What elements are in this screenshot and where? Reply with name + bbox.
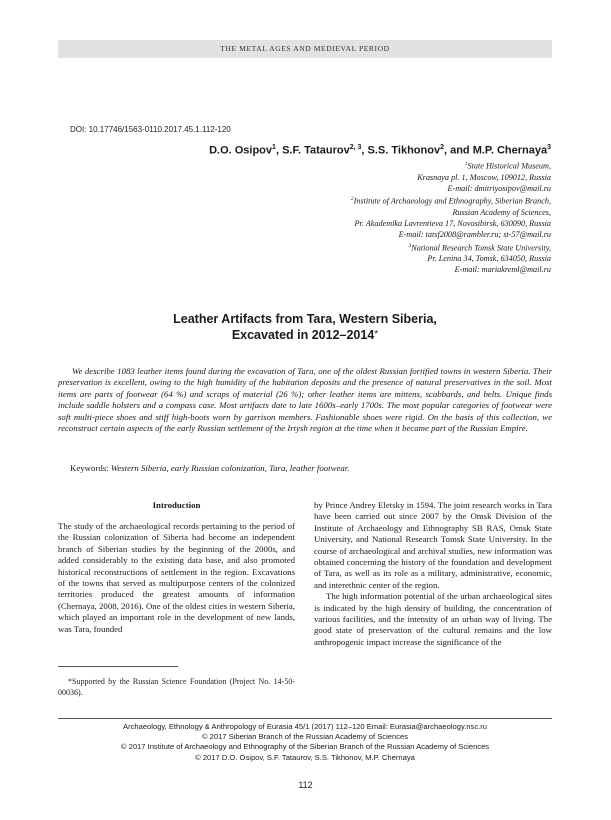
author-name: S.S. Tikhonov	[367, 144, 441, 157]
section-title: THE METAL AGES AND MEDIEVAL PERIOD	[220, 44, 390, 53]
right-column	[314, 500, 552, 648]
author-list	[209, 144, 551, 157]
affiliation-email: E-mail: mariakreml@mail.ru	[454, 265, 551, 275]
author-affiliation-mark: 1	[272, 144, 276, 151]
footnote-mark: *	[374, 329, 379, 340]
affiliation-email: E-mail: dmitriyosipov@mail.ru	[447, 183, 551, 193]
doi[interactable]: DOI: 10.17746/1563-0110.2017.45.1.112-120	[70, 125, 231, 134]
paragraph: by Prince Andrey Eletsky in 1594. The joint research works in Tara have been carried out since 2007 by the Omsk Division of the Institute of Archaeology and Ethnography SB RAS, Omsk State University, and National Research Tomsk State University. In the course of archaeological and archival studies, new information was obtained concerning the history of the foundation and development of Tara, as well as its role as a military, administrative, economic, and interethnic center of the region.	[314, 500, 552, 590]
paragraph: The high information potential of the urban archaeological sites is indicated by the high density of building, the concentration of various facilities, and the intensity of an urban way of living. The good state of preservation of the cultural remains and the low anthropogenic impact increase the significance of the	[314, 591, 552, 647]
author-separator: , and	[443, 144, 473, 157]
author-name: S.F. Tataurov	[282, 144, 350, 157]
affiliation-email: E-mail: tatsf2008@rambler.ru; st-57@mail.ru	[398, 229, 551, 239]
author-affiliation-mark: 3	[547, 144, 551, 151]
author-name: M.P. Chernaya	[472, 144, 548, 157]
footnote-divider	[58, 666, 178, 667]
keywords-label: Keywords:	[70, 463, 111, 473]
affiliation-line: $^3$National Research Tomsk State University,	[408, 242, 551, 253]
keywords	[70, 463, 349, 473]
paragraph: The study of the archaeological records pertaining to the period of the Russian colonization of Siberia had become an independent branch of Siberian studies by the beginning of the 2000s, and added considerably to the existing data base, and also promoted historical reconstructions of settlement in the region. Excavations of the towns that served as multipurpose centers of the colonized territories produced the greatest amounts of information (Chernaya, 2008, 2016). One of the oldest cities in western Siberia, which played an important role in the development of new lands, was Tara, founded	[58, 521, 295, 634]
affiliations	[191, 159, 551, 276]
author-affiliation-mark: 2	[440, 144, 444, 151]
author-affiliation-mark: 2, 3	[349, 144, 362, 151]
journal-divider	[58, 718, 552, 719]
affiliation-line: $^1$State Historical Museum,	[464, 161, 551, 171]
affiliation-line: Pr. Lenina 34, Tomsk, 634050, Russia	[427, 254, 551, 264]
copyright-line: © 2017 D.O. Osipov, S.F. Tataurov, S.S. Tikhonov, M.P. Chernaya	[195, 752, 415, 762]
affiliation-line: Pr. Akademika Lavrentieva 17, Novosibirsk, 630090, Russia	[354, 219, 551, 228]
paper-title	[58, 311, 552, 343]
page-number: 112	[298, 780, 313, 790]
left-column	[58, 521, 295, 635]
affiliation-line: Krasnaya pl. 1, Moscow, 109012, Russia	[417, 172, 551, 182]
journal-line: Archaeology, Ethnology & Anthropology of Eurasia 45/1 (2017) 112–120 Email: Eurasia@archaeology.nsc.ru	[123, 722, 487, 731]
keywords-text: Western Siberia, early Russian colonization, Tara, leather footwear.	[110, 463, 350, 473]
abstract: We describe 1083 leather items found during the excavation of Tara, one of the oldest Russian fortified towns in western Siberia. Their preservation is excellent, owing to the high humidity of the habitation deposits and the presence of natural preservatives in the soil. Most items are parts of footwear (64 %) and scraps of material (26 %); other leather items are mittens, scabbards, and belts. Unique finds include saddle holsters and a compass case. Most artifacts date to late 1600s–early 1700s. The most popular categories of footwear were soft multi-piece shoes and stiff high-boots worn by garrison members. Fashionable shoes were rigid. On the basis of this collection, we reconstruct certain aspects of the early Russian settlement of the Irtysh region at the time when it became part of the Russian Empire.	[58, 366, 552, 434]
author-separator: ,	[275, 144, 283, 157]
copyright-line: © 2017 Siberian Branch of the Russian Academy of Sciences	[201, 732, 409, 742]
footnote: *Supported by the Russian Science Foundation (Project No. 14-50-00036).	[58, 677, 295, 697]
journal-info	[58, 722, 552, 763]
copyright-line: © 2017 Institute of Archaeology and Ethnography of the Siberian Branch of the Russian Academy of Sciences	[120, 742, 490, 752]
section-header	[58, 40, 552, 58]
author-separator: ,	[361, 144, 368, 157]
title-line-1: Leather Artifacts from Tara, Western Siberia,	[173, 312, 437, 326]
author-name: D.O. Osipov	[209, 144, 273, 157]
affiliation-line: Russian Academy of Sciences,	[452, 208, 551, 218]
affiliation-line: $^2$Institute of Archaeology and Ethnography, Siberian Branch,	[350, 196, 551, 207]
section-heading-introduction: Introduction	[152, 500, 201, 510]
title-line-2: Excavated in 2012–2014*	[231, 328, 379, 342]
